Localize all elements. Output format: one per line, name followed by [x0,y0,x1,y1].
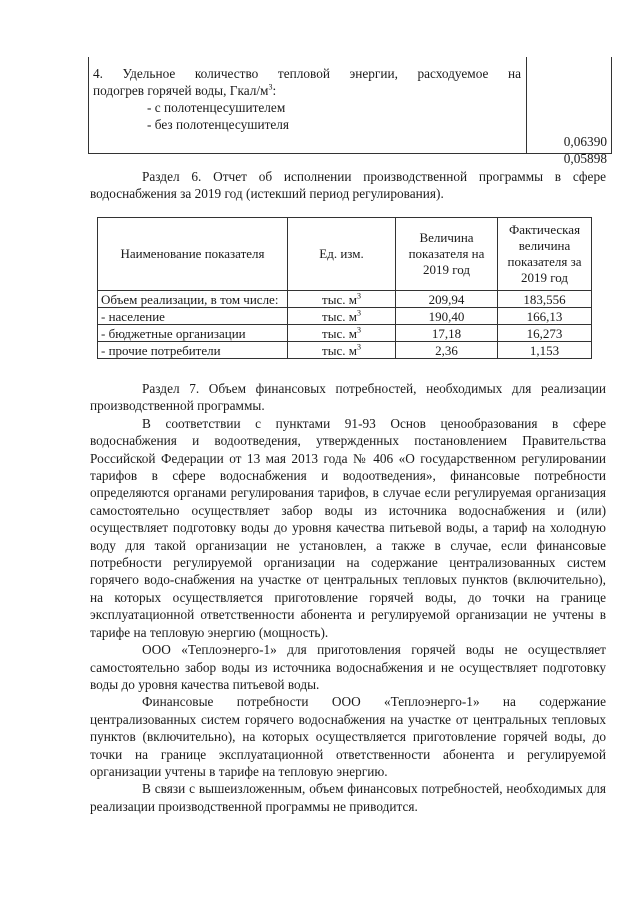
row-unit: тыс. $м^3$ [288,342,396,359]
row-unit: тыс. $м^3$ [288,325,396,342]
row-fact: 166,13 [498,308,592,325]
heat-energy-item1-label: - с полотенцесушителем [147,100,286,115]
table-row [98,325,592,342]
row-name: Объем реализации, в том числе: [98,291,288,308]
table-column-divider [526,57,527,153]
row-plan: 17,18 [396,325,498,342]
table-row [98,291,592,308]
row-fact: 1,153 [498,342,592,359]
heat-energy-line1: 4. Удельное количество тепловой энергии, расходуемое на [93,66,521,81]
table-row [98,342,592,359]
row-plan: 2,36 [396,342,498,359]
section7-paragraph1: В соответствии с пунктами 91-93 Основ ценообразования в сфере водоснабжения и водоотведения, утвержденных постановлением Правительства Российской Федерации от 13 мая 2013 года № 406 «О государственном регулировании тарифов в сфере водоснабжения и водоотведения», финансовые потребности определяются органами регулирования тарифов, в случае если регулируемая организация самостоятельно осуществляет забор воды из источника водоснабжения и (или) осуществляет подготовку воды до уровня качества питьевой воды, а тариф на холодную воду для такой организации не установлен, а также в случае, если финансовые потребности регулируемой организации на содержание централизованных систем горячего водо-снабжения на участке от центральных тепловых пунктов (включительно), на которых осуществляется приготовление горячей воды, до точки на границе эксплуатационной ответственности абонента и регулируемой организации не учтены в тарифе на тепловую энергию (мощность). [90,415,606,640]
header-plan: Величина показателя на 2019 год [396,218,498,291]
section6-table [97,217,592,359]
section7-heading: Раздел 7. Объем финансовых потребностей, необходимых для реализации производственной программы. [90,381,606,414]
heat-energy-table [88,57,612,166]
row-plan: 190,40 [396,308,498,325]
section7-paragraph3: Финансовые потребности ООО «Теплоэнерго-1» на содержание централизованных систем горячего водоснабжения на участке от центральных тепловых пунктов (включительно), на которых осуществляется приготовление горячей воды, до точки на границе эксплуатационной ответственности абонента и регулируемой организации учтены в тарифе на тепловую энергию. [90,694,606,779]
section7 [90,380,606,815]
header-unit: Ед. изм. [288,218,396,291]
section7-paragraph4: В связи с вышеизложенным, объем финансовых потребностей, необходимых для реализации производственной программы не приводится. [90,781,606,814]
row-fact: 16,273 [498,325,592,342]
header-name: Наименование показателя [98,218,288,291]
heat-energy-item1-value: 0,06390 [563,134,607,149]
table-header-row [98,218,592,291]
header-fact: Фактическая величина показателя за 2019 год [498,218,592,291]
row-name: - бюджетные организации [98,325,288,342]
heat-energy-line2: подогрев горячей воды, Гкал/$м^3$: [93,82,277,98]
section7-paragraph2: ООО «Теплоэнерго-1» для приготовления горячей воды не осуществляет самостоятельно забор воды из источника водоснабжения и не осуществляет подготовку воды до уровня качества питьевой воды. [90,642,606,692]
table-row [98,308,592,325]
heat-energy-item2-label: - без полотенцесушителя [147,117,290,132]
section6-heading-line1: Раздел 6. Отчет об исполнении производственной программы в сфере [142,169,606,184]
heat-energy-values [529,99,607,167]
row-name: - население [98,308,288,325]
row-unit: тыс. $м^3$ [288,308,396,325]
heat-energy-item2-value: 0,05898 [563,151,607,166]
section6-heading [90,168,606,203]
row-plan: 209,94 [396,291,498,308]
row-fact: 183,556 [498,291,592,308]
row-name: - прочие потребители [98,342,288,359]
row-unit: тыс. $м^3$ [288,291,396,308]
heat-energy-description [93,65,521,133]
section6-heading-line2: водоснабжения за 2019 год (истекший период регулирования). [90,186,444,202]
